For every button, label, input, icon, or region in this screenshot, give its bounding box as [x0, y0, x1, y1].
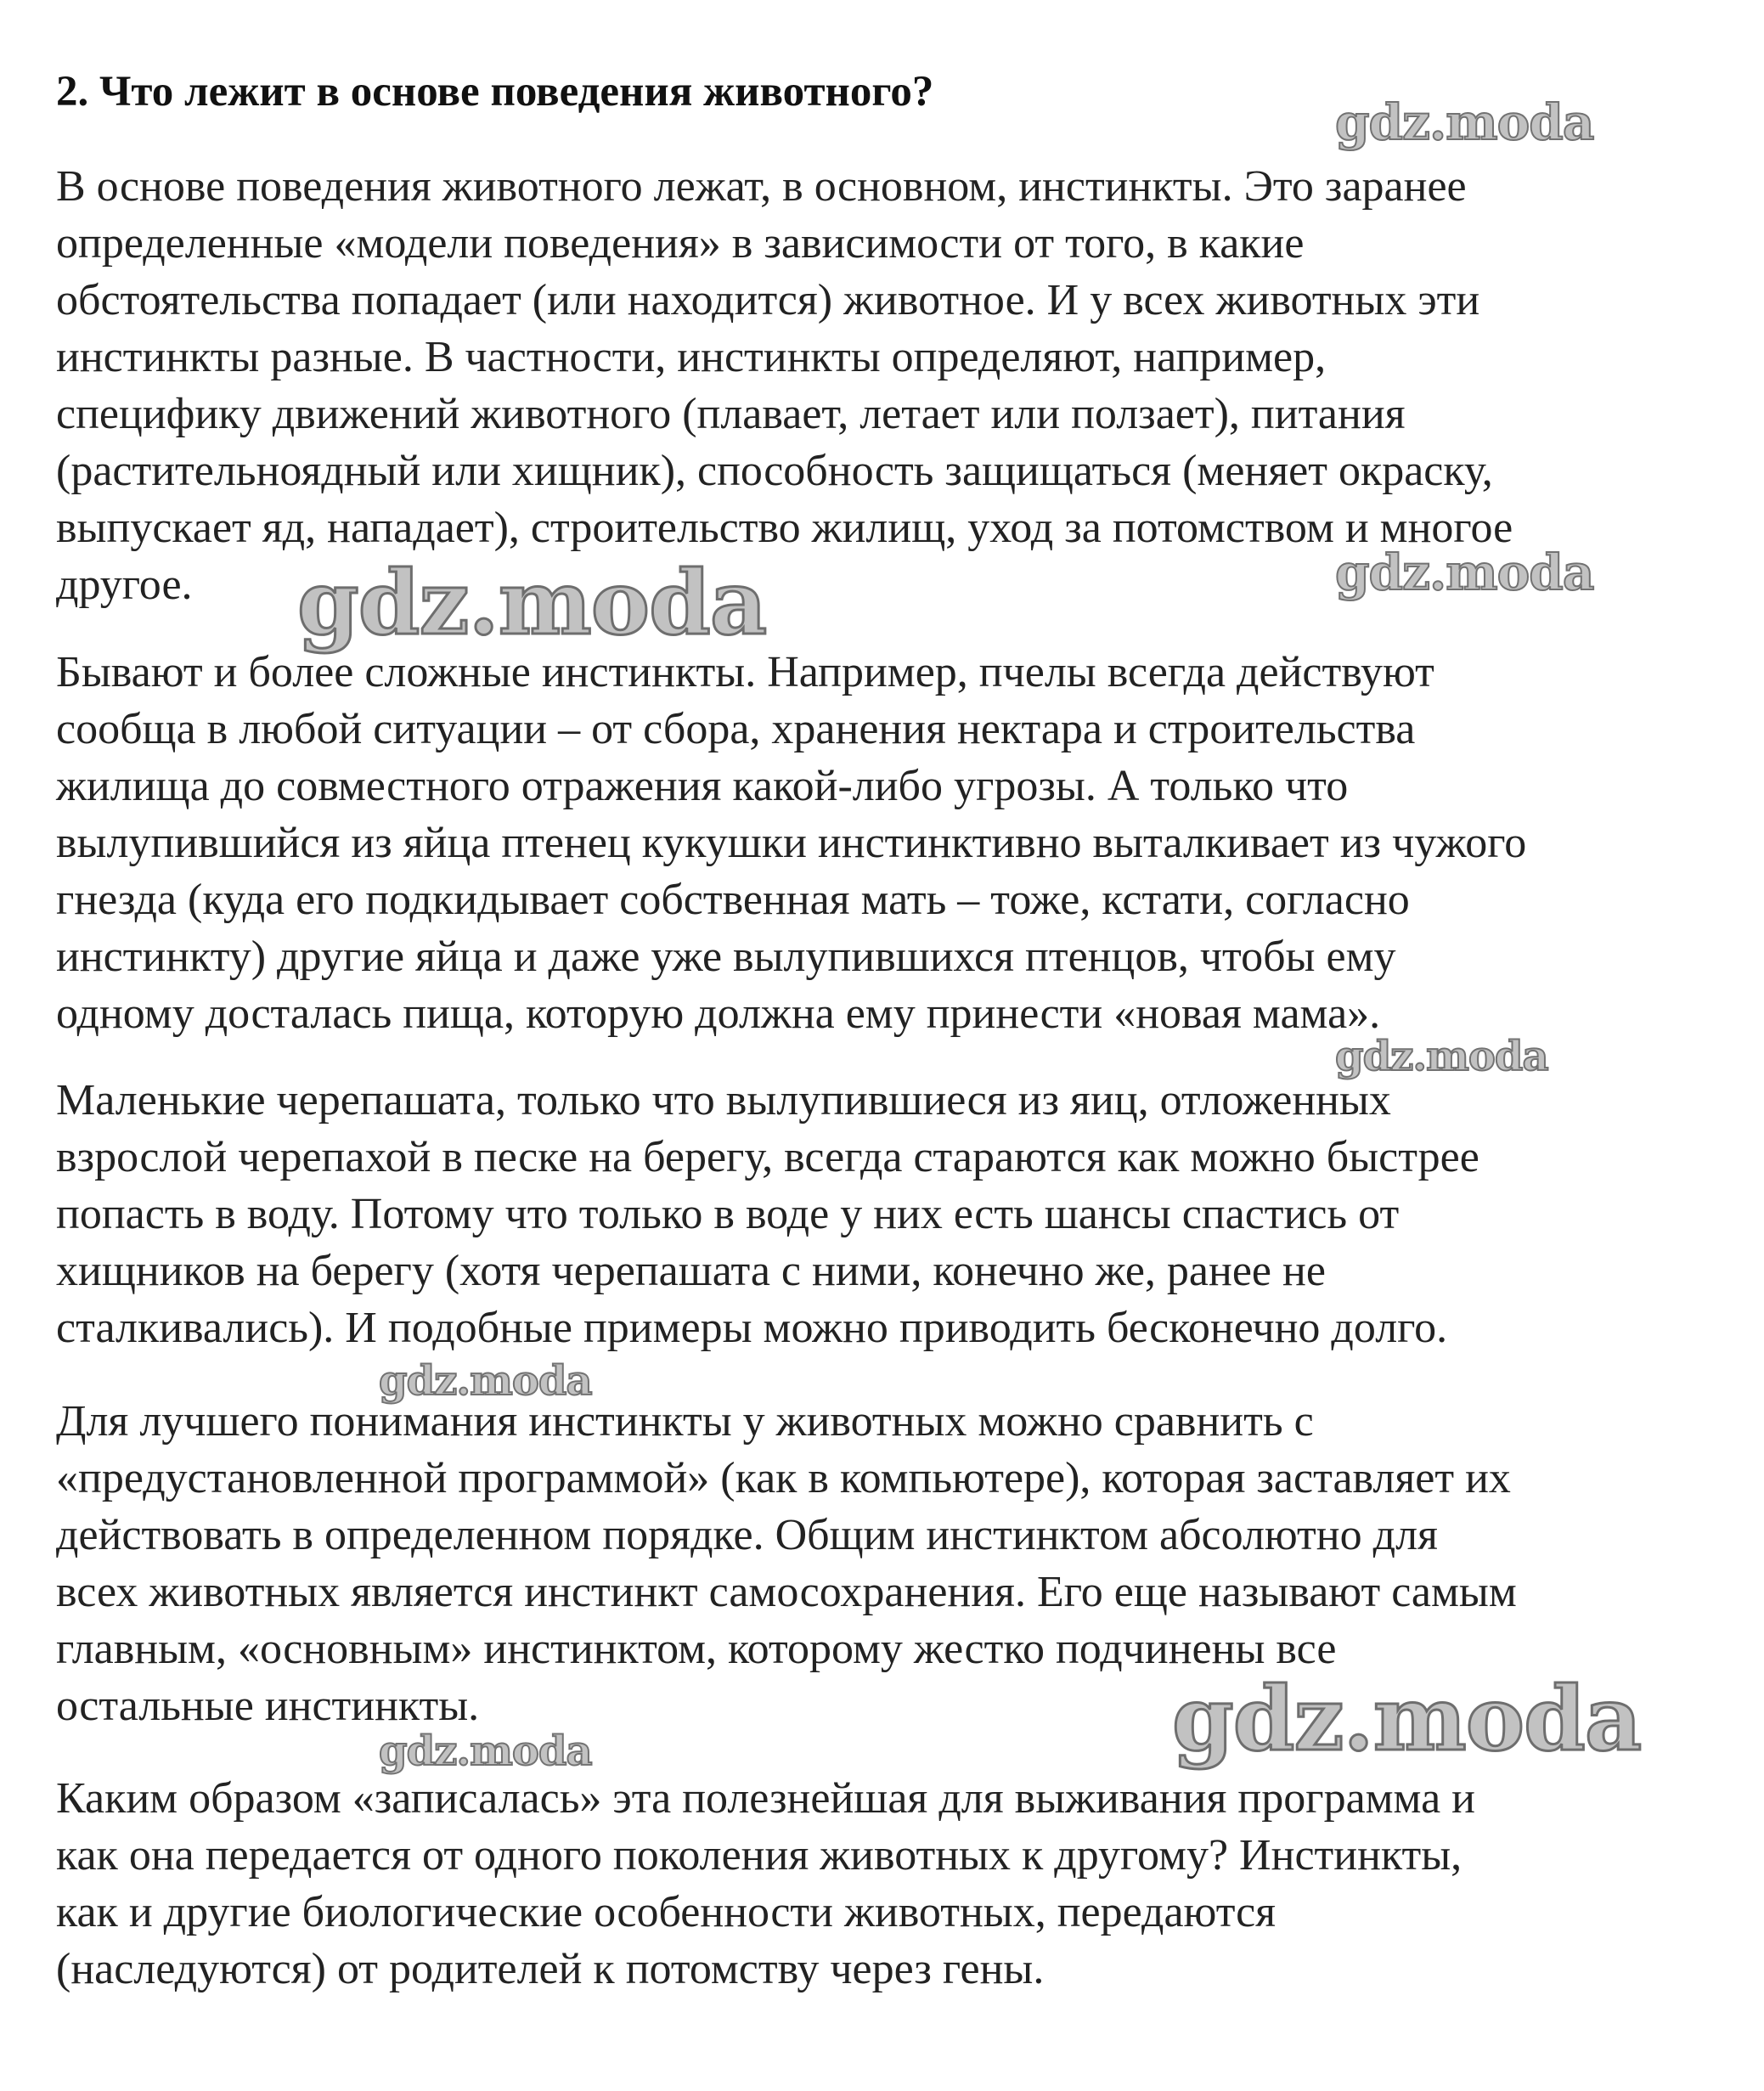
text-line: главным, «основным» инстинктом, которому жестко подчинены все [56, 1625, 1337, 1673]
text-line: взрослой черепахой в песке на берегу, всегда стараются как можно быстрее [56, 1133, 1479, 1181]
text-line: В основе поведения животного лежат, в основном, инстинкты. Это заранее [56, 162, 1467, 211]
watermark: gdz.moda [379, 1357, 592, 1405]
text-line: инстинкту) другие яйца и даже уже вылупившихся птенцов, чтобы ему [56, 933, 1396, 981]
watermark: gdz.moda [1335, 1033, 1548, 1080]
text-line: (растительноядный или хищник), способность защищаться (меняет окраску, [56, 447, 1493, 495]
question-heading: 2. Что лежит в основе поведения животного? [56, 68, 934, 116]
answer-paragraph-5 [56, 1770, 1475, 1998]
text-line: Каким образом «записалась» эта полезнейшая для выживания программа и [56, 1774, 1476, 1823]
text-line: всех животных является инстинкт самосохранения. Его еще называют самым [56, 1568, 1517, 1616]
watermark: gdz.moda [1172, 1666, 1642, 1771]
text-line: одному досталась пища, которую должна ему принести «новая мама». [56, 989, 1381, 1038]
watermark: gdz.moda [297, 550, 767, 655]
watermark: gdz.moda [379, 1727, 592, 1775]
text-line: как она передается от одного поколения животных к другому? Инстинкты, [56, 1831, 1462, 1880]
answer-paragraph-4 [56, 1393, 1517, 1734]
text-line: инстинкты разные. В частности, инстинкты определяют, например, [56, 333, 1327, 381]
text-line: гнезда (куда его подкидывает собственная мать – тоже, кстати, согласно [56, 876, 1410, 924]
text-line: жилища до совместного отражения какой-либо угрозы. А только что [56, 762, 1349, 810]
text-line: определенные «модели поведения» в зависимости от того, в какие [56, 219, 1305, 268]
text-line: другое. [56, 561, 193, 609]
text-line: сообща в любой ситуации – от сбора, хранения нектара и строительства [56, 705, 1416, 753]
text-line: обстоятельства попадает (или находится) животное. И у всех животных эти [56, 276, 1480, 324]
text-line: действовать в определенном порядке. Общим инстинктом абсолютно для [56, 1511, 1438, 1559]
watermark: gdz.moda [1335, 93, 1594, 151]
text-line: выпускает яд, нападает), строительство жилищ, уход за потомством и многое [56, 504, 1513, 552]
text-line: хищников на берегу (хотя черепашата с ними, конечно же, ранее не [56, 1247, 1326, 1295]
answer-paragraph-1 [56, 158, 1513, 613]
text-line: Маленькие черепашата, только что вылупившиеся из яиц, отложенных [56, 1076, 1391, 1124]
text-line: вылупившийся из яйца птенец кукушки инстинктивно выталкивает из чужого [56, 819, 1527, 867]
watermark: gdz.moda [1335, 544, 1594, 601]
text-line: как и другие биологические особенности животных, передаются [56, 1888, 1277, 1936]
text-line: остальные инстинкты. [56, 1682, 480, 1730]
text-line: Бывают и более сложные инстинкты. Например, пчелы всегда действуют [56, 648, 1434, 696]
text-line: «предустановленной программой» (как в компьютере), которая заставляет их [56, 1454, 1511, 1502]
text-line: Для лучшего понимания инстинкты у животных можно сравнить с [56, 1397, 1314, 1446]
answer-paragraph-2 [56, 644, 1526, 1042]
text-line: специфику движений животного (плавает, летает или ползает), питания [56, 390, 1406, 438]
text-line: (наследуются) от родителей к потомству через гены. [56, 1945, 1045, 1993]
answer-paragraph-3 [56, 1072, 1479, 1356]
text-line: попасть в воду. Потому что только в воде у них есть шансы спастись от [56, 1190, 1400, 1238]
text-line: сталкивались). И подобные примеры можно приводить бесконечно долго. [56, 1304, 1448, 1352]
